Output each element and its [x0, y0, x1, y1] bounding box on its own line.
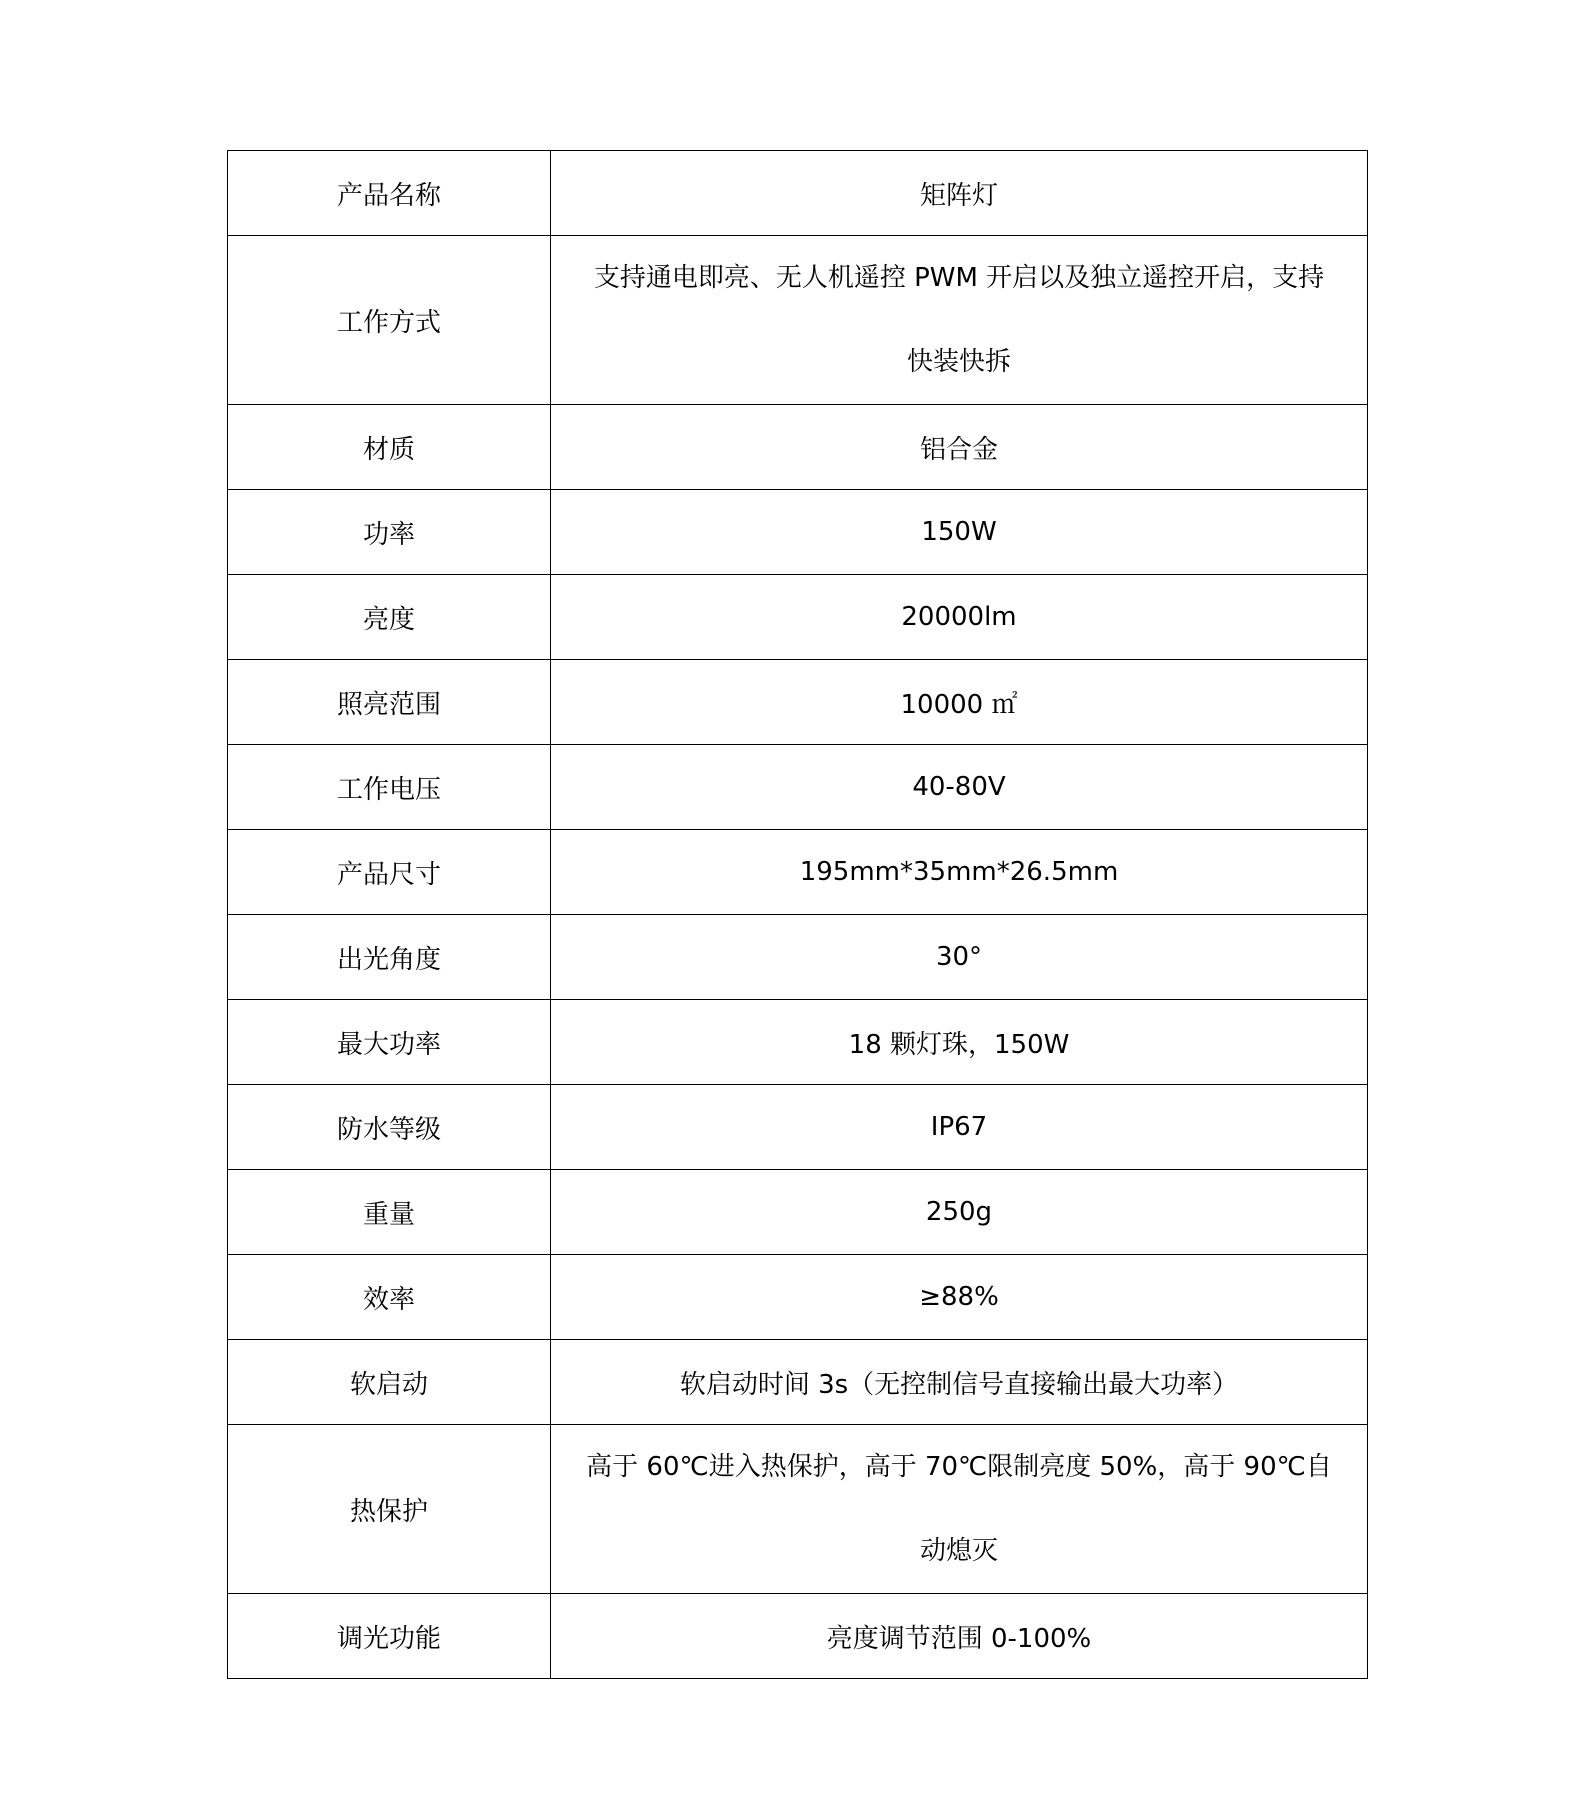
spec-label: 产品名称: [228, 151, 551, 236]
table-row: [228, 151, 1368, 236]
spec-label: 调光功能: [228, 1594, 551, 1679]
spec-value: [551, 151, 1368, 236]
spec-label: 出光角度: [228, 915, 551, 1000]
table-row: [228, 830, 1368, 915]
spec-value: [551, 1000, 1368, 1085]
spec-value: [551, 1170, 1368, 1255]
spec-value: [551, 1425, 1368, 1594]
table-row: [228, 1594, 1368, 1679]
spec-label: 材质: [228, 405, 551, 490]
spec-value-line: 铝合金: [919, 434, 998, 465]
spec-label: 照亮范围: [228, 660, 551, 745]
table-row: [228, 1255, 1368, 1340]
spec-value: [551, 575, 1368, 660]
spec-label: 产品尺寸: [228, 830, 551, 915]
table-row: [228, 575, 1368, 660]
spec-label: 功率: [228, 490, 551, 575]
spec-value: [551, 1085, 1368, 1170]
spec-value-line: 亮度调节范围 0-100%: [826, 1623, 1092, 1654]
spec-label: 工作电压: [228, 745, 551, 830]
spec-label: 软启动: [228, 1340, 551, 1425]
table-row: [228, 1085, 1368, 1170]
spec-value: [551, 236, 1368, 405]
spec-label: 重量: [228, 1170, 551, 1255]
spec-value-line: 10000 ㎡: [900, 689, 1018, 720]
spec-value-line: 30°: [935, 942, 983, 972]
spec-value: [551, 405, 1368, 490]
spec-value: [551, 830, 1368, 915]
spec-value: [551, 745, 1368, 830]
spec-value-line: 195mm*35mm*26.5mm: [799, 857, 1119, 887]
spec-value-line: 高于 60℃进入热保护，高于 70℃限制亮度 50%，高于 90℃自: [586, 1452, 1332, 1482]
spec-value-line: 18 颗灯珠，150W: [848, 1029, 1070, 1060]
spec-value: [551, 490, 1368, 575]
table-row: [228, 745, 1368, 830]
spec-value-line: 250g: [925, 1197, 993, 1227]
table-row: [228, 490, 1368, 575]
spec-table: [227, 150, 1368, 1679]
spec-value: [551, 1255, 1368, 1340]
spec-label: 工作方式: [228, 236, 551, 405]
spec-value: [551, 1594, 1368, 1679]
spec-value: [551, 1340, 1368, 1425]
spec-label: 亮度: [228, 575, 551, 660]
table-row: [228, 236, 1368, 405]
spec-value-line: 20000lm: [901, 602, 1017, 632]
table-row: [228, 1170, 1368, 1255]
table-row: [228, 1425, 1368, 1594]
spec-value-line: ≥88%: [919, 1282, 999, 1312]
spec-value: [551, 915, 1368, 1000]
table-row: [228, 660, 1368, 745]
spec-value: [551, 660, 1368, 745]
spec-value-line: 支持通电即亮、无人机遥控 PWM 开启以及独立遥控开启，支持: [593, 263, 1325, 293]
table-row: [228, 915, 1368, 1000]
spec-label: 效率: [228, 1255, 551, 1340]
spec-value-line: IP67: [930, 1112, 988, 1142]
spec-value-line: 软启动时间 3s（无控制信号直接输出最大功率）: [679, 1369, 1239, 1400]
spec-label: 最大功率: [228, 1000, 551, 1085]
table-row: [228, 1340, 1368, 1425]
spec-label: 防水等级: [228, 1085, 551, 1170]
table-row: [228, 1000, 1368, 1085]
spec-value-line: 快装快拆: [906, 347, 1011, 377]
spec-value-line: 40-80V: [912, 772, 1006, 802]
spec-label: 热保护: [228, 1425, 551, 1594]
spec-value-line: 150W: [921, 517, 997, 547]
spec-value-line: 动熄灭: [919, 1536, 998, 1566]
table-row: [228, 405, 1368, 490]
spec-value-line: 矩阵灯: [919, 180, 998, 211]
